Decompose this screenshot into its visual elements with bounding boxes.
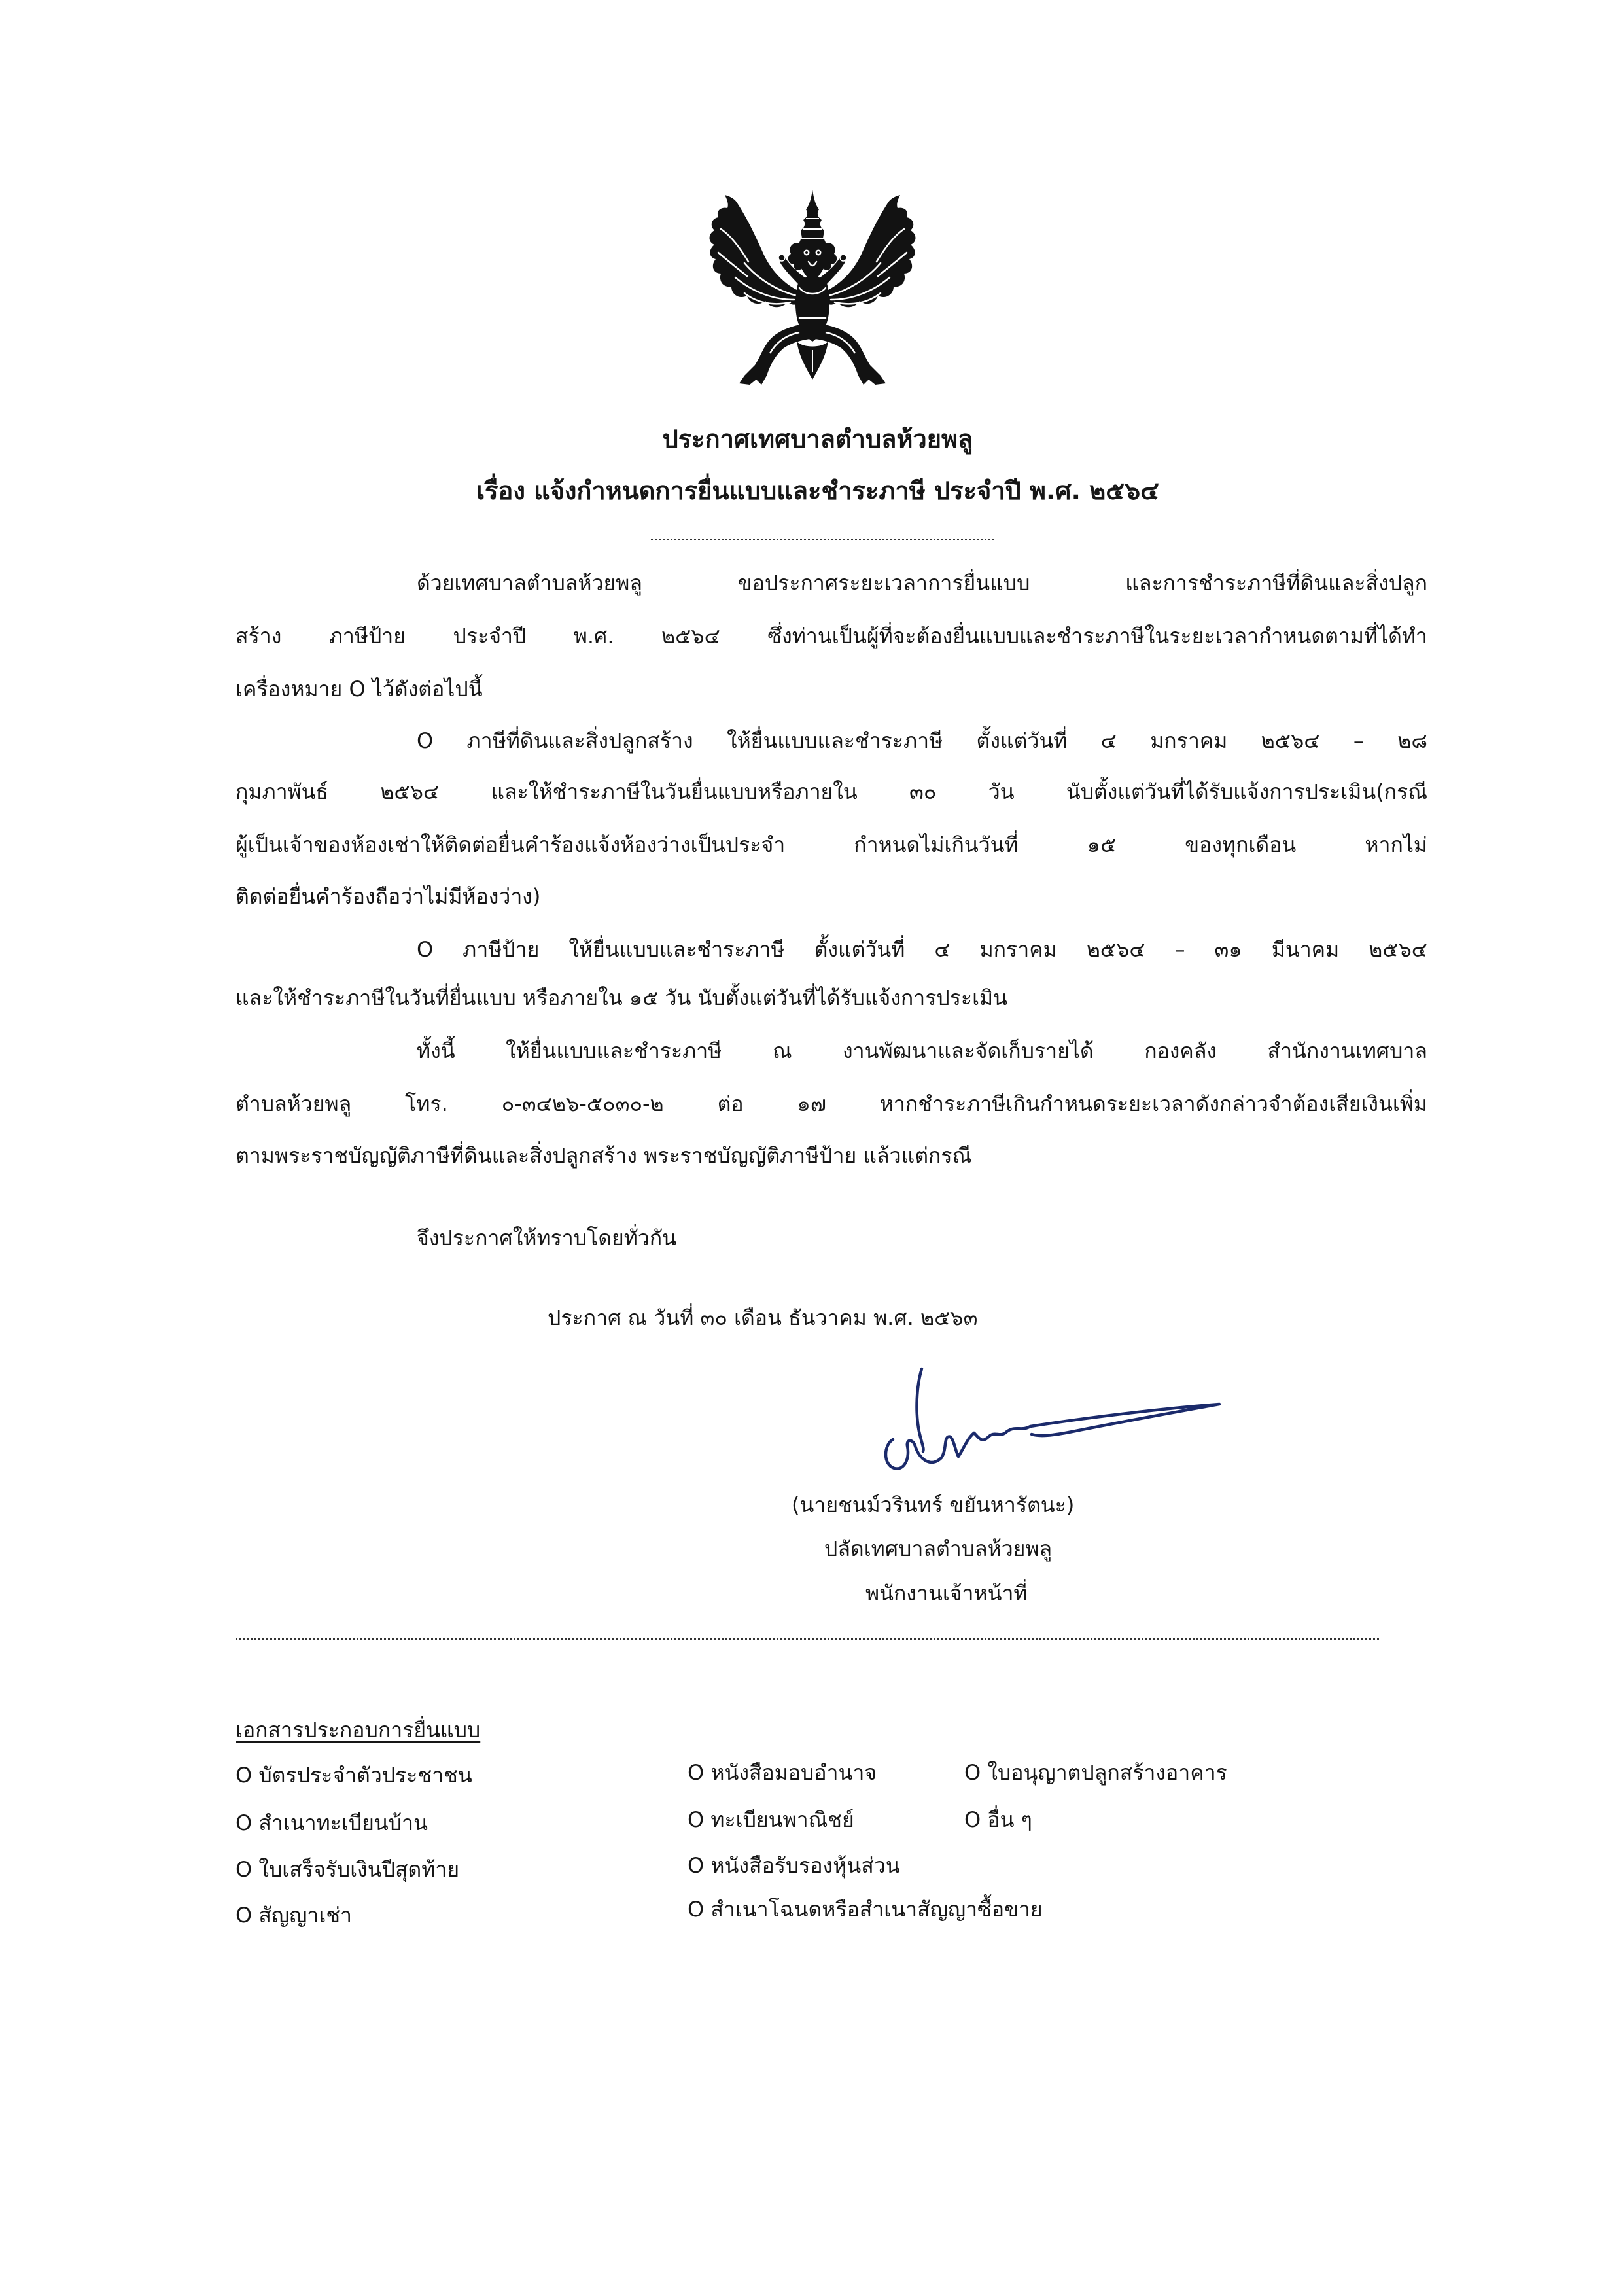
attachment-item: O หนังสือรับรองหุ้นส่วน [688, 1853, 900, 1878]
garuda-emblem [701, 190, 924, 389]
announcement-subject: เรื่อง แจ้งกำหนดการยื่นแบบและชำระภาษี ประจำปี พ.ศ. ๒๕๖๔ [476, 476, 1159, 505]
attachment-item: O บัตรประจำตัวประชาชน [236, 1763, 472, 1788]
attachment-item: O หนังสือมอบอำนาจ [688, 1760, 877, 1785]
body-line: ด้วยเทศบาลตำบลห้วยพลู ขอประกาศระยะเวลาการยื่นแบบ และการชำระภาษีที่ดินและสิ่งปลูก [417, 571, 1427, 595]
announcement-title: ประกาศเทศบาลตำบลห้วยพลู [662, 425, 973, 453]
body-line: O ภาษีที่ดินและสิ่งปลูกสร้าง ให้ยื่นแบบและชำระภาษี ตั้งแต่วันที่ ๔ มกราคม ๒๕๖๔ – ๒๘ [417, 728, 1427, 753]
body-line: ติดต่อยื่นคำร้องถือว่าไม่มีห้องว่าง) [236, 884, 541, 909]
signatory-position: ปลัดเทศบาลตำบลห้วยพลู [824, 1536, 1053, 1561]
attachment-item: O ใบเสร็จรับเงินปีสุดท้าย [236, 1857, 460, 1882]
body-line: O ภาษีป้าย ให้ยื่นแบบและชำระภาษี ตั้งแต่วันที่ ๔ มกราคม ๒๕๖๔ – ๓๑ มีนาคม ๒๕๖๔ [417, 937, 1427, 962]
body-line: ตำบลห้วยพลู โทร. ๐-๓๔๒๖-๕๐๓๐-๒ ต่อ ๑๗ หากชำระภาษีเกินกำหนดระยะเวลาดังกล่าวจำต้องเสียเงินเพิ่ม [236, 1091, 1427, 1116]
attachment-item: O สำเนาทะเบียนบ้าน [236, 1810, 428, 1835]
signatory-role: พนักงานเจ้าหน้าที่ [865, 1581, 1028, 1606]
body-line: ทั้งนี้ ให้ยื่นแบบและชำระภาษี ณ งานพัฒนาและจัดเก็บรายได้ กองคลัง สำนักงานเทศบาล [417, 1038, 1427, 1063]
body-line: ผู้เป็นเจ้าของห้องเช่าให้ติดต่อยื่นคำร้องแจ้งห้องว่างเป็นประจำ กำหนดไม่เกินวันที่ ๑๕ ของทุกเดือน หากไม่ [236, 832, 1427, 857]
attachment-item: O ทะเบียนพาณิชย์ [688, 1807, 854, 1832]
emblem-right-half [812, 195, 916, 385]
announcement-date: ประกาศ ณ วันที่ ๓๐ เดือน ธันวาคม พ.ศ. ๒๕๖๓ [548, 1305, 978, 1330]
signatory-name: (นายชนม์วรินทร์ ขยันหารัตนะ) [792, 1492, 1075, 1517]
body-line: กุมภาพันธ์ ๒๕๖๔ และให้ชำระภาษีในวันยื่นแบบหรือภายใน ๓๐ วัน นับตั้งแต่วันที่ได้รับแจ้งการประเมิน(กรณี [236, 779, 1427, 804]
body-line: ตามพระราชบัญญัติภาษีที่ดินและสิ่งปลูกสร้าง พระราชบัญญัติภาษีป้าย แล้วแต่กรณี [236, 1143, 972, 1168]
attachment-item: O สัญญาเช่า [236, 1903, 353, 1928]
attachment-item: O สำเนาโฉนดหรือสำเนาสัญญาซื้อขาย [688, 1897, 1043, 1922]
closing-statement: จึงประกาศให้ทราบโดยทั่วกัน [417, 1226, 677, 1250]
signature [876, 1366, 1223, 1474]
divider-dotted [236, 1638, 1379, 1640]
attachment-item: O ใบอนุญาตปลูกสร้างอาคาร [964, 1760, 1227, 1785]
body-line: และให้ชำระภาษีในวันที่ยื่นแบบ หรือภายใน ๑๕ วัน นับตั้งแต่วันที่ได้รับแจ้งการประเมิน [236, 985, 1007, 1010]
attachments-heading: เอกสารประกอบการยื่นแบบ [236, 1718, 481, 1742]
body-line: สร้าง ภาษีป้าย ประจำปี พ.ศ. ๒๕๖๔ ซึ่งท่านเป็นผู้ที่จะต้องยื่นแบบและชำระภาษีในระยะเวลากำหนดตามที่ได้ทำ [236, 624, 1427, 648]
attachment-item: O อื่น ๆ [964, 1807, 1032, 1832]
divider-dotted [651, 539, 994, 540]
body-line: เครื่องหมาย O ไว้ดังต่อไปนี้ [236, 677, 483, 701]
emblem-left-half [710, 195, 813, 385]
